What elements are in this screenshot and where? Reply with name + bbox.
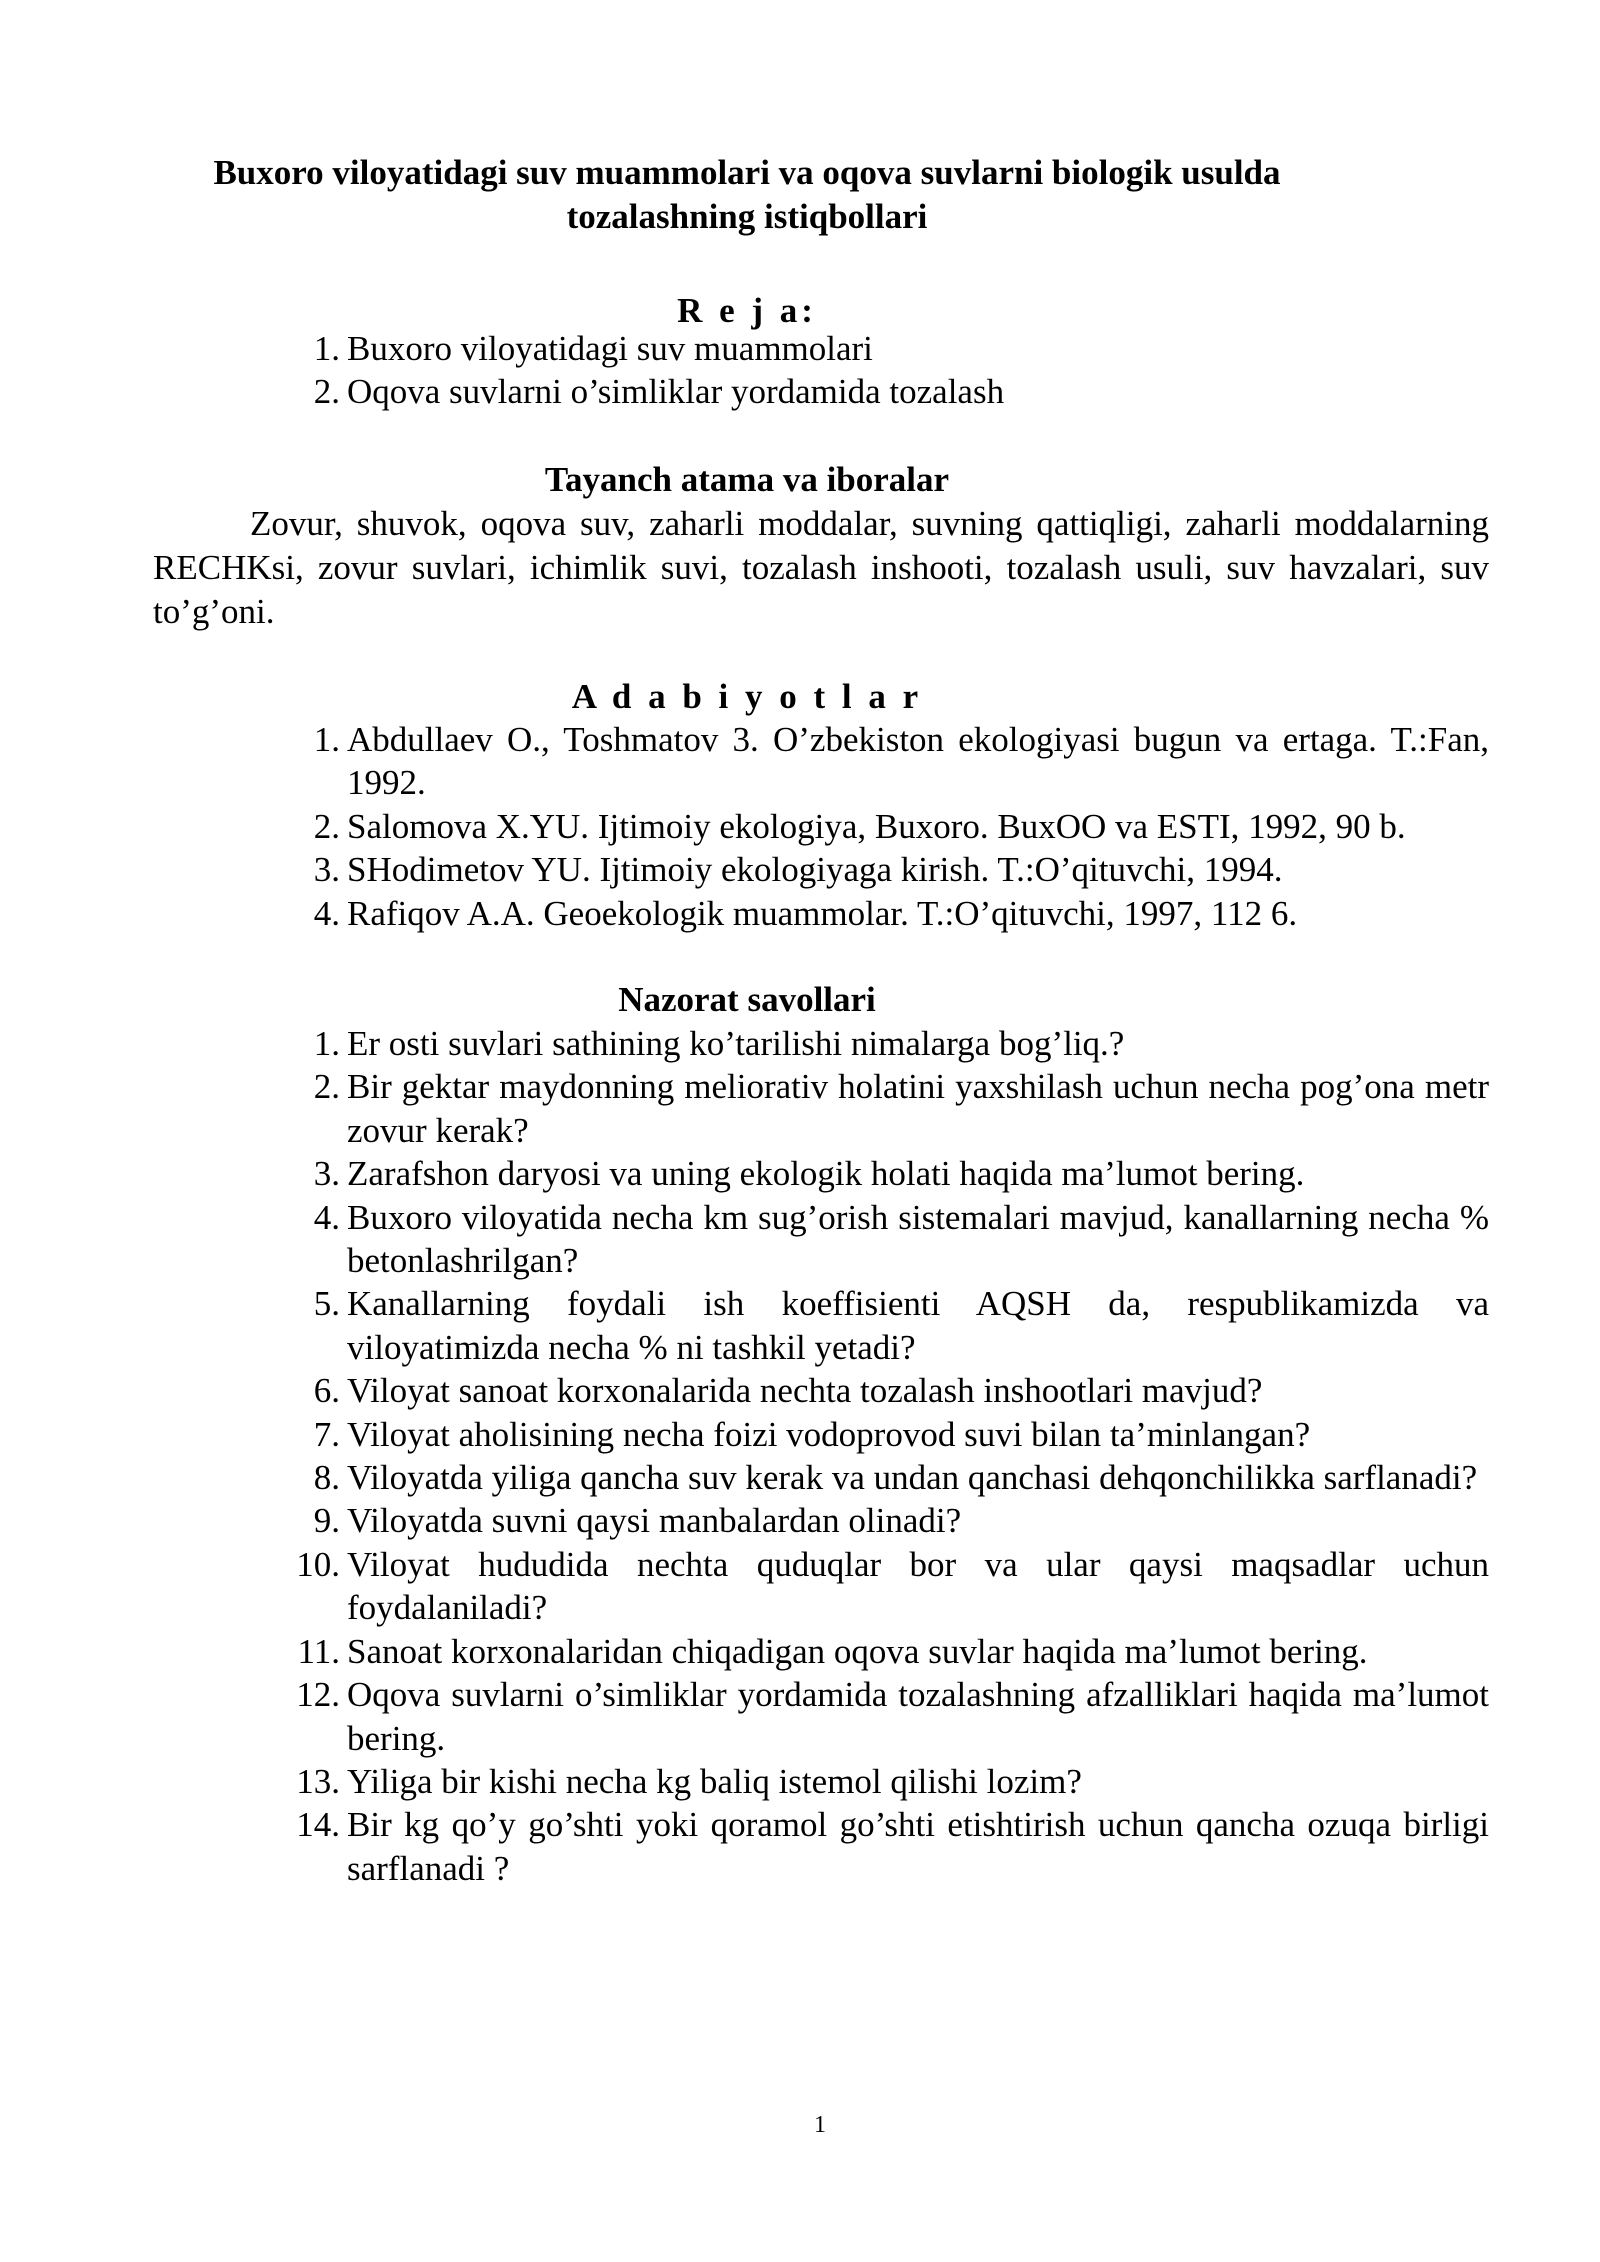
plan-list (0, 327, 1489, 414)
list-item: 10. Viloyat hududida nechta quduqlar bor va ular qaysi maqsadlar uchun foydalaniladi? (296, 1544, 1489, 1628)
list-item: 4. Buxoro viloyatida necha km sug’orish sistemalari mavjud, kanallarning necha % betonlashrilgan? (313, 1197, 1489, 1281)
literature-heading: A d a b i y o t l a r (571, 677, 923, 716)
list-item: 2. Bir gektar maydonning meliorativ holatini yaxshilash uchun necha pog’ona metr zovur kerak? (313, 1067, 1489, 1150)
list-item: 6. Viloyat sanoat korxonalarida nechta tozalash inshootlari mavjud? (313, 1371, 1263, 1411)
list-item: 13. Yiliga bir kishi necha kg baliq istemol qilishi lozim? (296, 1761, 1082, 1801)
list-item: 7. Viloyat aholisining necha foizi vodoprovod suvi bilan ta’minlangan? (313, 1414, 1311, 1454)
list-item: 3. SHodimetov YU. Ijtimoiy ekologiyaga kirish. T.:O’qituvchi, 1994. (313, 850, 1283, 890)
keywords-paragraph: Zovur, shuvok, oqova suv, zaharli moddalar, suvning qattiqligi, zaharli moddalarning RECHKsi, zovur suvlari, ichimlik suvi, tozalash inshooti, tozalash usuli, suv havzalari, suv to’g’oni. (153, 504, 1489, 631)
keywords-heading: Tayanch atama va iboralar (544, 460, 950, 499)
literature-list (0, 718, 1489, 935)
list-item: 1. Er osti suvlari sathining ko’tarilishi nimalarga bog’liq.? (313, 1024, 1125, 1063)
list-item: 8. Viloyatda yiliga qancha suv kerak va undan qanchasi dehqonchilikka sarflanadi? (313, 1458, 1478, 1498)
list-item: 2. Oqova suvlarni o’simliklar yordamida tozalash (313, 372, 1005, 412)
list-item: 12. Oqova suvlarni o’simliklar yordamida tozalashning afzalliklari haqida ma’lumot bering. (296, 1675, 1489, 1758)
list-item: 4. Rafiqov A.A. Geoekologik muammolar. T.:O’qituvchi, 1997, 112 6. (313, 893, 1298, 933)
list-item: 5. Kanallarning foydali ish koeffisienti AQSH da, respublikamizda va viloyatimizda necha % ni tashkil yetadi? (313, 1284, 1489, 1367)
list-item: 14. Bir kg qo’y go’shti yoki qoramol go’shti etishtirish uchun qancha ozuqa birligi sarflanadi ? (296, 1805, 1489, 1888)
document-title: Buxoro viloyatidagi suv muammolari va oqova suvlarni biologik usulda tozalashning istiqbollari (213, 153, 1281, 236)
list-item: 3. Zarafshon daryosi va uning ekologik holati haqida ma’lumot bering. (313, 1154, 1305, 1194)
list-item: 1. Abdullaev O., Toshmatov 3. O’zbekiston ekologiyasi bugun va ertaga. T.:Fan, 1992. (313, 720, 1489, 803)
page-number: 1 (814, 2112, 826, 2138)
list-item: 11. Sanoat korxonalaridan chiqadigan oqova suvlar haqida ma’lumot bering. (297, 1631, 1368, 1671)
questions-heading: Nazorat savollari (618, 980, 876, 1019)
plan-heading: R e j a: (677, 291, 817, 330)
list-item: 2. Salomova X.YU. Ijtimoiy ekologiya, Buxoro. BuxOO va ESTI, 1992, 90 b. (313, 806, 1406, 846)
questions-list (0, 1022, 1489, 1890)
list-item: 9. Viloyatda suvni qaysi manbalardan olinadi? (313, 1501, 962, 1541)
list-item: 1. Buxoro viloyatidagi suv muammolari (313, 329, 873, 368)
